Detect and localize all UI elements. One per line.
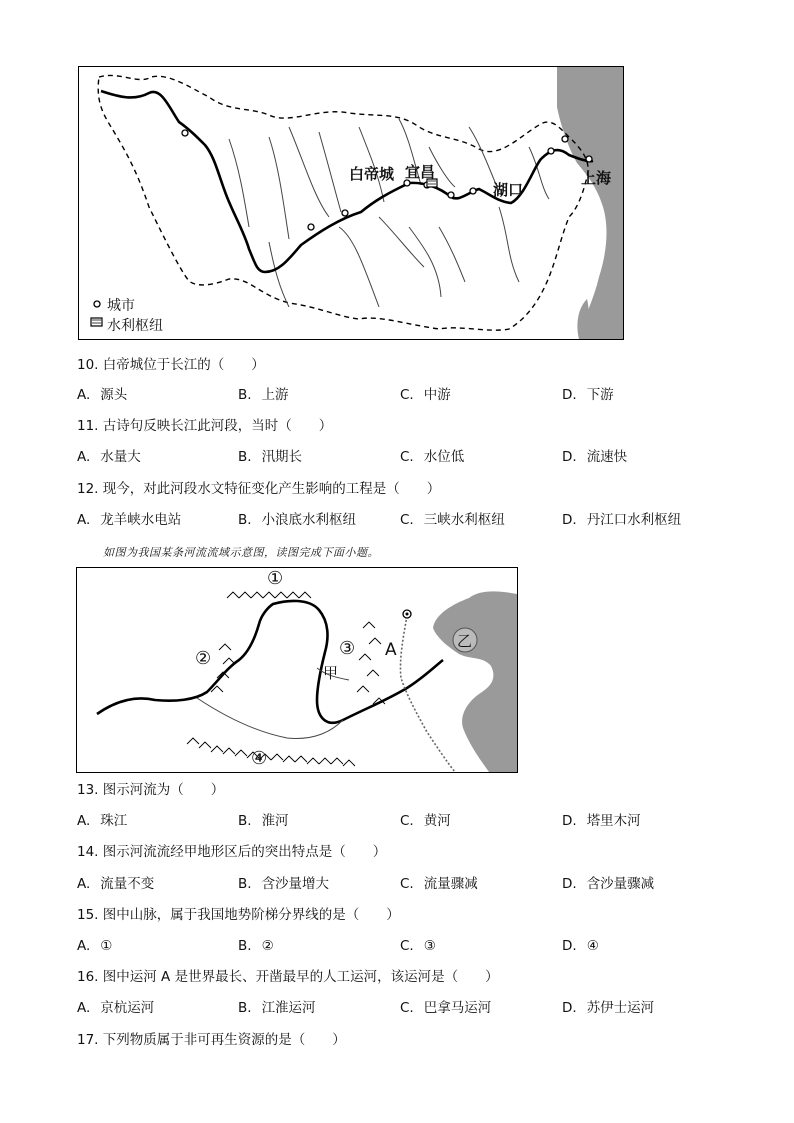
map2-intro-text: 如图为我国某条河流流域示意图，读图完成下面小题。 [103, 546, 379, 559]
label-yichang: 宜昌 [405, 163, 436, 181]
question-15: 15. 图中山脉，属于我国地势阶梯分界线的是（ ） [77, 907, 400, 923]
option-11-c[interactable]: C. 水位低 [400, 449, 465, 465]
options-16 [77, 999, 717, 1017]
bohai-sea [433, 591, 517, 772]
option-15-b[interactable]: B. ② [238, 938, 274, 954]
option-10-a[interactable]: A. 源头 [77, 387, 128, 403]
options-12 [77, 511, 717, 529]
label-shanghai: 上海 [581, 169, 612, 187]
question-12: 12. 现今，对此河段水文特征变化产生影响的工程是（ ） [77, 481, 441, 497]
sea-area [557, 67, 623, 339]
options-10 [77, 386, 717, 404]
options-14 [77, 875, 717, 893]
option-14-d[interactable]: D. 含沙量骤减 [562, 876, 655, 892]
option-13-c[interactable]: C. 黄河 [400, 813, 451, 829]
option-14-b[interactable]: B. 含沙量增大 [238, 876, 330, 892]
question-10: 10. 白帝城位于长江的（ ） [77, 357, 265, 373]
label-canal-a: A [385, 640, 397, 660]
legend-city-label: 城市 [107, 298, 135, 314]
option-14-c[interactable]: C. 流量骤减 [400, 876, 478, 892]
option-12-a[interactable]: A. 龙羊峡水电站 [77, 512, 182, 528]
option-16-a[interactable]: A. 京杭运河 [77, 1000, 155, 1016]
option-15-d[interactable]: D. ④ [562, 938, 599, 954]
legend-city-symbol [94, 301, 100, 307]
option-12-b[interactable]: B. 小浪底水利枢纽 [238, 512, 357, 528]
options-15 [77, 937, 717, 955]
label-mountain-3: ③ [339, 638, 356, 659]
label-mountain-2: ② [195, 648, 212, 669]
label-baidicheng: 白帝城 [349, 165, 395, 183]
label-hukou: 湖口 [493, 181, 524, 199]
option-13-a[interactable]: A. 珠江 [77, 813, 128, 829]
question-11: 11. 古诗句反映长江此河段，当时（ ） [77, 418, 333, 434]
option-11-d[interactable]: D. 流速快 [562, 449, 628, 465]
options-13 [77, 812, 717, 830]
legend-dam-symbol [91, 318, 102, 326]
label-yi-region: 乙 [457, 632, 473, 650]
option-11-b[interactable]: B. 汛期长 [238, 449, 303, 465]
option-12-d[interactable]: D. 丹江口水利枢纽 [562, 512, 682, 528]
option-16-c[interactable]: C. 巴拿马运河 [400, 1000, 492, 1016]
yellow-river-map-drawing [77, 568, 517, 772]
yellow-river-main-stem [97, 601, 443, 723]
tributaries [229, 119, 549, 307]
question-16: 16. 图中运河 A 是世界最长、开凿最早的人工运河，该运河是（ ） [77, 969, 499, 985]
label-mountain-1: ① [267, 568, 284, 589]
question-14: 14. 图示河流流经甲地形区后的突出特点是（ ） [77, 844, 387, 860]
option-14-a[interactable]: A. 流量不变 [77, 876, 155, 892]
mountain-symbols [187, 592, 385, 766]
question-13: 13. 图示河流为（ ） [77, 782, 225, 798]
option-10-d[interactable]: D. 下游 [562, 387, 614, 403]
option-15-c[interactable]: C. ③ [400, 938, 436, 954]
option-13-b[interactable]: B. 淮河 [238, 813, 289, 829]
label-mountain-4: ④ [251, 748, 268, 769]
option-11-a[interactable]: A. 水量大 [77, 449, 141, 465]
legend-dam-label: 水利枢纽 [107, 318, 163, 334]
option-12-c[interactable]: C. 三峡水利枢纽 [400, 512, 505, 528]
question-17: 17. 下列物质属于非可再生资源的是（ ） [77, 1032, 346, 1048]
yangtze-river-map [78, 66, 624, 340]
yellow-river-map [76, 567, 518, 773]
option-10-c[interactable]: C. 中游 [400, 387, 451, 403]
yangtze-map-drawing [79, 67, 623, 339]
option-13-d[interactable]: D. 塔里木河 [562, 813, 641, 829]
option-15-a[interactable]: A. ① [77, 938, 113, 954]
option-16-b[interactable]: B. 江淮运河 [238, 1000, 316, 1016]
option-16-d[interactable]: D. 苏伊士运河 [562, 1000, 655, 1016]
basin-boundary [98, 75, 588, 330]
label-jia-region: 甲 [323, 664, 339, 682]
options-11 [77, 448, 717, 466]
option-10-b[interactable]: B. 上游 [238, 387, 289, 403]
